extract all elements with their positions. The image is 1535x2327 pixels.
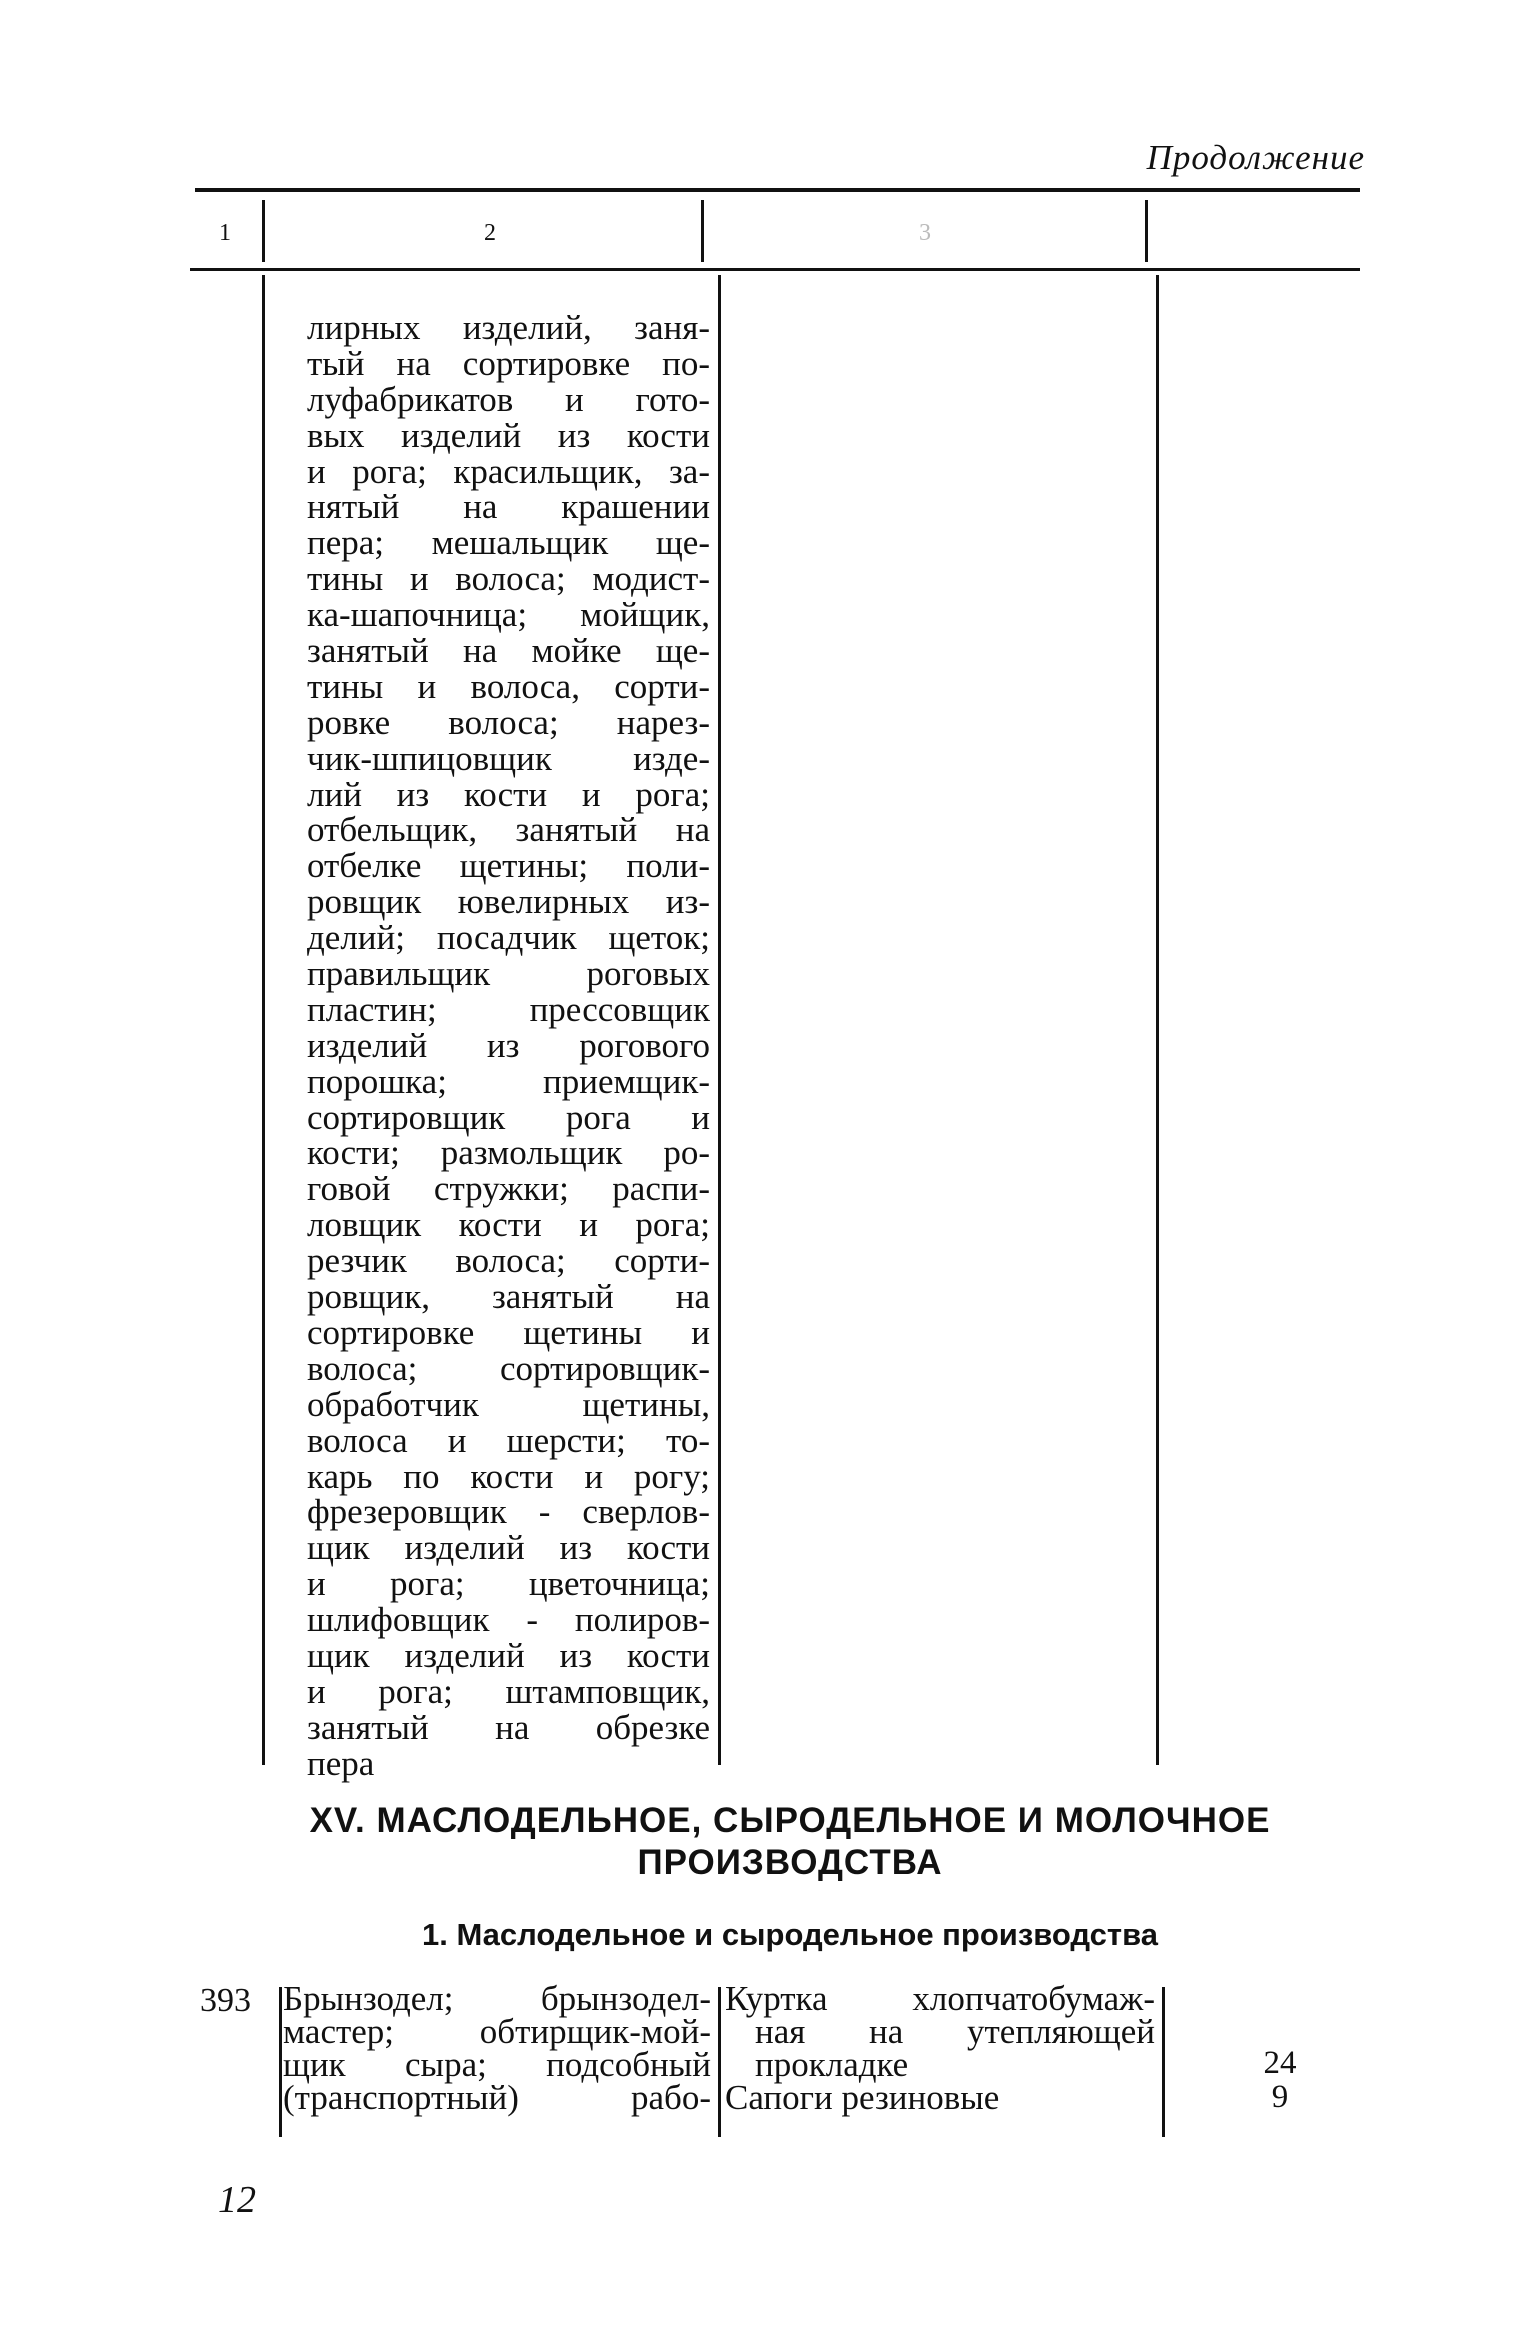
row-wear-term: 9 xyxy=(1271,2079,1289,2115)
text-line: сортировке щетины и xyxy=(307,1312,710,1352)
text-line: и рога; красильщик, за- xyxy=(307,451,710,491)
text-line: тины и волоса, сорти- xyxy=(307,666,710,706)
column-number-2: 2 xyxy=(484,220,496,246)
row-equipment-line: Сапоги резиновые xyxy=(725,2078,1000,2117)
text-line: фрезеровщик - сверлов- xyxy=(307,1492,710,1532)
row-occupation-line: Брынзодел; брынзодел- xyxy=(283,1979,711,2018)
text-line: занятый на обрезке xyxy=(307,1707,710,1747)
text-line: обработчик щетины, xyxy=(307,1384,710,1424)
subsection-title: 1. Маслодельное и сыродельное производства xyxy=(422,1917,1158,1952)
text-line: шлифовщик - полиров- xyxy=(307,1600,710,1640)
page-number: 12 xyxy=(218,2179,256,2221)
text-line: резчик волоса; сорти- xyxy=(307,1241,710,1281)
section-title-line-2: ПРОИЗВОДСТВА xyxy=(637,1843,943,1882)
text-line: волоса и шерсти; то- xyxy=(307,1420,710,1460)
header-divider-3 xyxy=(1145,200,1148,262)
text-line: луфабрикатов и гото- xyxy=(307,379,710,419)
column-number-1: 1 xyxy=(219,220,231,246)
body-divider-1 xyxy=(262,275,265,1765)
header-divider-1 xyxy=(262,200,265,262)
text-line: правильщик роговых xyxy=(307,954,710,994)
text-line: говой стружки; распи- xyxy=(307,1169,710,1209)
text-line: щик изделий из кости xyxy=(307,1635,710,1675)
row-occupations xyxy=(283,1979,711,2117)
text-line: лий из кости и рога; xyxy=(307,774,710,814)
text-line: чик-шпицовщик изде- xyxy=(307,738,710,778)
row-equipment-line: Куртка хлопчатобумаж- xyxy=(725,1979,1155,2018)
text-line: нятый на крашении xyxy=(307,487,710,527)
table-header-bottom-rule xyxy=(190,268,1360,271)
text-line: отбельщик, занятый на xyxy=(307,810,710,850)
row-wear-terms xyxy=(1240,2046,1320,2114)
text-line: вых изделий из кости xyxy=(307,415,710,455)
body-divider-3 xyxy=(1156,275,1159,1765)
text-line: ровщик ювелирных из- xyxy=(307,882,710,922)
text-line: пера xyxy=(307,1743,375,1783)
table-top-rule xyxy=(195,188,1360,192)
text-line: тый на сортировке по- xyxy=(307,343,710,383)
text-line: ровщик, занятый на xyxy=(307,1277,710,1317)
body-divider-2 xyxy=(718,275,721,1765)
text-line: и рога; цветочница; xyxy=(307,1564,710,1604)
text-line: карь по кости и рогу; xyxy=(307,1456,710,1496)
row-divider-3 xyxy=(1162,1987,1165,2137)
text-line: делий; посадчик щеток; xyxy=(307,918,710,958)
text-line: ловщик кости и рога; xyxy=(307,1205,710,1245)
row-divider-2 xyxy=(718,1987,721,2137)
text-line: тины и волоса; модист- xyxy=(307,559,710,599)
text-line: изделий из рогового xyxy=(307,1025,710,1065)
section-title xyxy=(240,1800,1340,1884)
text-line: волоса; сортировщик- xyxy=(307,1348,710,1388)
text-line: пера; мешальщик ще- xyxy=(307,523,710,563)
header-divider-2 xyxy=(701,200,704,262)
row-equipment-line: прокладке xyxy=(755,2045,909,2084)
continued-label: Продолжение xyxy=(1146,138,1365,177)
row-occupation-line: (транспортный) рабо- xyxy=(283,2078,711,2117)
row-equipment-line: ная на утепляющей xyxy=(755,2012,1155,2051)
text-line: щик изделий из кости xyxy=(307,1528,710,1568)
text-line: ка-шапочница; мойщик, xyxy=(307,595,710,635)
text-line: занятый на мойке ще- xyxy=(307,631,710,671)
text-line: пластин; прессовщик xyxy=(307,989,710,1029)
text-line: и рога; штамповщик, xyxy=(307,1671,710,1711)
text-line: лирных изделий, заня- xyxy=(307,308,710,347)
row-equipment xyxy=(725,1979,1155,2117)
occupation-list-continuation xyxy=(307,310,710,1782)
column-number-3: 3 xyxy=(919,220,931,246)
row-occupation-line: щик сыра; подсобный xyxy=(283,2045,711,2084)
row-number: 393 xyxy=(200,1982,251,2019)
row-divider-1 xyxy=(279,1987,282,2137)
text-line: кости; размольщик ро- xyxy=(307,1133,710,1173)
text-line: порошка; приемщик- xyxy=(307,1061,710,1101)
row-wear-term: 24 xyxy=(1263,2045,1297,2081)
section-title-line-1: XV. МАСЛОДЕЛЬНОЕ, СЫРОДЕЛЬНОЕ И МОЛОЧНОЕ xyxy=(309,1801,1271,1840)
text-line: сортировщик рога и xyxy=(307,1097,710,1137)
row-occupation-line: мастер; обтирщик-мой- xyxy=(283,2012,711,2051)
text-line: ровке волоса; нарез- xyxy=(307,702,710,742)
text-line: отбелке щетины; поли- xyxy=(307,846,710,886)
